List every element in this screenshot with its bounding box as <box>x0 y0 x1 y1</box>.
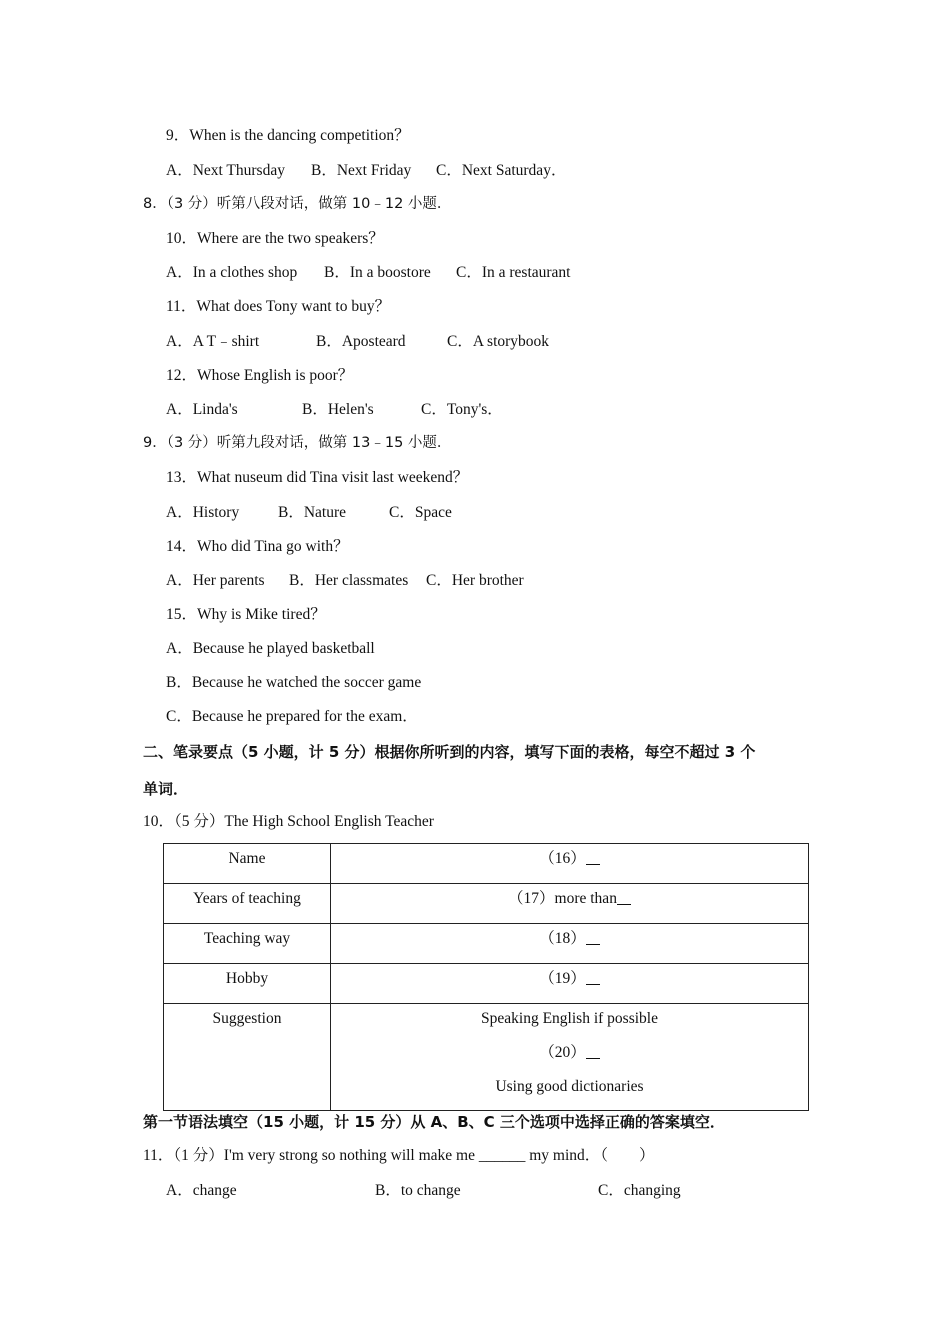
table-row <box>164 844 809 884</box>
question-11: 11．What does Tony want to buy？ <box>166 298 391 315</box>
option-b: B．to change <box>375 1182 461 1199</box>
option-a: A．History <box>166 504 240 521</box>
option-c: C．Space <box>389 504 452 521</box>
question-9: 9．When is the dancing competition？ <box>166 127 410 144</box>
answer-blank[interactable] <box>586 850 600 865</box>
question-14: 14．Who did Tina go with？ <box>166 538 349 555</box>
table-row <box>164 964 809 1004</box>
option-b: B．Helen's <box>302 401 374 418</box>
option-c: C．Tony's． <box>421 401 503 418</box>
table-cell-label: Teaching way <box>164 924 331 964</box>
table-cell-label: Years of teaching <box>164 884 331 924</box>
option-b: B．Aposteard <box>316 333 406 350</box>
question-15: 15．Why is Mike tired？ <box>166 606 326 623</box>
option-a: A．Next Thursday <box>166 162 285 179</box>
option-c: C．Because he prepared for the exam． <box>166 708 418 725</box>
answer-blank[interactable] <box>617 890 631 905</box>
question-10: 10．Where are the two speakers？ <box>166 230 384 247</box>
option-a: A．Linda's <box>166 401 238 418</box>
option-a: A．In a clothes shop <box>166 264 298 281</box>
option-c: C．Her brother <box>426 572 524 589</box>
table-row <box>164 1004 809 1111</box>
question-11-grammar: 11．（1 分）I'm very strong so nothing will make me ______ my mind．（ ） <box>143 1147 655 1164</box>
section-9-header: 9．（3 分）听第九段对话，做第 13﹣15 小题． <box>143 435 452 451</box>
option-b: B．Because he watched the soccer game <box>166 674 422 691</box>
table-row <box>164 924 809 964</box>
option-b: B．Next Friday <box>311 162 412 179</box>
option-a: A．Because he played basketball <box>166 640 375 657</box>
option-c: C．changing <box>598 1182 681 1199</box>
table-cell-value: （17）more than <box>331 884 809 924</box>
table-row <box>164 884 809 924</box>
question-10-notes-header: 10．（5 分）The High School English Teacher <box>143 813 434 830</box>
part2-heading: 二、笔录要点（5 小题，计 5 分）根据你所听到的内容，填写下面的表格，每空不超过 3 个 <box>143 743 756 761</box>
option-c: C．In a restaurant <box>456 264 571 281</box>
answer-blank[interactable] <box>586 1044 600 1059</box>
question-13: 13．What nuseum did Tina visit last weekend？ <box>166 469 469 486</box>
option-a: A．A T﹣shirt <box>166 333 260 350</box>
table-cell-label: Hobby <box>164 964 331 1004</box>
grammar-heading: 第一节语法填空（15 小题，计 15 分）从 A、B、C 三个选项中选择正确的答案填空． <box>143 1113 725 1131</box>
table-cell-value: （16） <box>331 844 809 884</box>
table-cell-value: （18） <box>331 924 809 964</box>
option-c: C．Next Saturday． <box>436 162 567 179</box>
table-cell-label: Suggestion <box>164 1004 331 1111</box>
option-b: B．Nature <box>278 504 347 521</box>
question-12: 12．Whose English is poor？ <box>166 367 354 384</box>
option-b: B．In a boostore <box>324 264 431 281</box>
answer-blank[interactable] <box>586 970 600 985</box>
notes-table <box>163 843 809 1111</box>
part2-heading-cont: 单词． <box>143 780 189 798</box>
table-cell-value: Speaking English if possible （20） Using good dictionaries <box>331 1004 809 1111</box>
option-a: A．Her parents <box>166 572 265 589</box>
answer-blank[interactable] <box>586 930 600 945</box>
table-cell-label: Name <box>164 844 331 884</box>
option-b: B．Her classmates <box>289 572 409 589</box>
table-cell-value: （19） <box>331 964 809 1004</box>
section-8-header: 8．（3 分）听第八段对话，做第 10﹣12 小题． <box>143 196 452 212</box>
option-a: A．change <box>166 1182 237 1199</box>
option-c: C．A storybook <box>447 333 550 350</box>
